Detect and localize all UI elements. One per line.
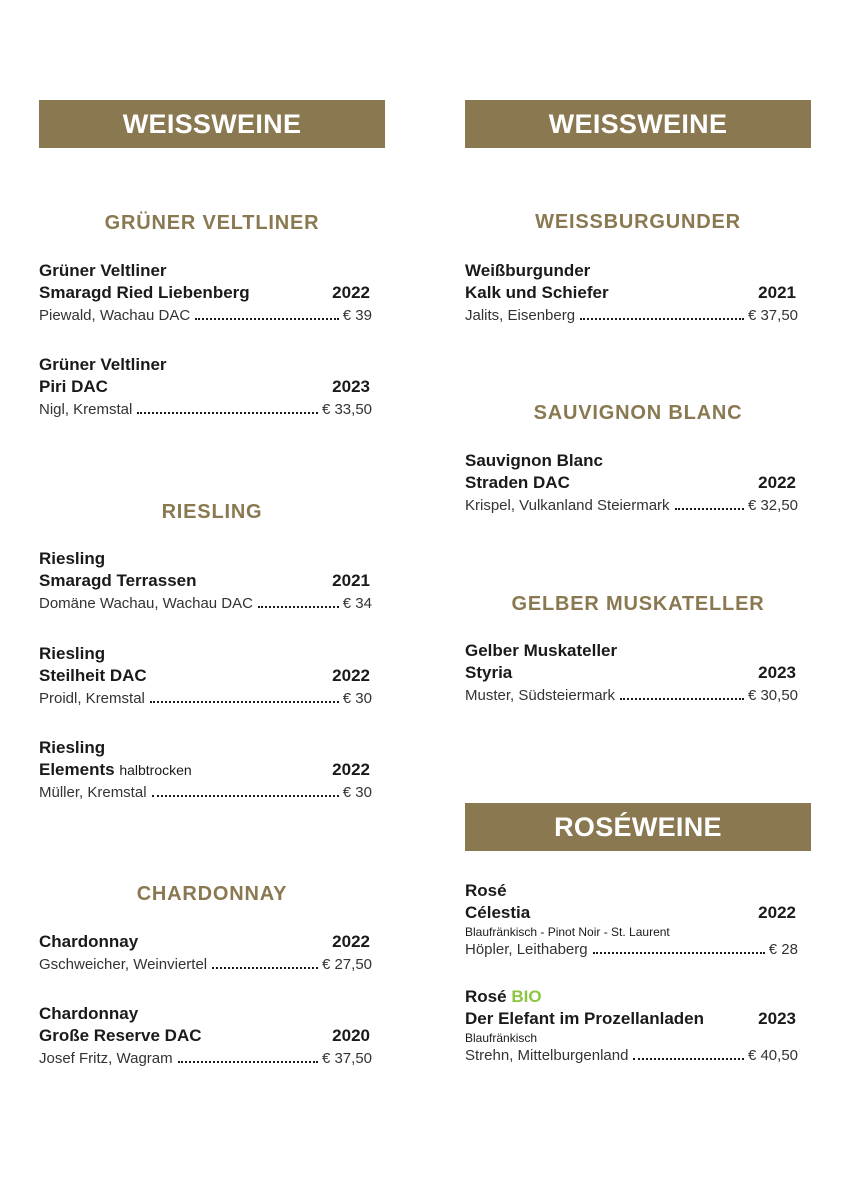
wine-price: € 33,50 xyxy=(321,401,372,418)
wine-name: Weißburgunder xyxy=(465,261,591,280)
dot-leader xyxy=(258,606,339,608)
wine-entry xyxy=(465,260,811,326)
wine-info xyxy=(39,689,372,709)
wine-info xyxy=(39,594,372,614)
dot-leader xyxy=(675,508,744,510)
wine-name: Gelber Muskateller xyxy=(465,641,618,660)
dot-leader xyxy=(195,318,339,320)
wine-price: € 34 xyxy=(342,595,372,612)
wine-producer: Piewald, Wachau DAC xyxy=(39,307,191,324)
dot-leader xyxy=(212,967,318,969)
wine-price: € 30 xyxy=(342,690,372,707)
wine-name: Grüner Veltliner xyxy=(39,261,167,280)
wine-price: € 27,50 xyxy=(321,956,372,973)
wine-price: € 30,50 xyxy=(747,687,798,704)
section-title-gelber-muskateller: GELBER MUSKATELLER xyxy=(511,593,765,615)
dot-leader xyxy=(150,701,339,703)
wine-entry xyxy=(39,548,385,614)
wine-year: 2021 xyxy=(758,283,796,302)
wine-name: Riesling xyxy=(39,644,106,663)
wine-year: 2023 xyxy=(758,1009,796,1028)
wine-line2 xyxy=(465,472,796,494)
wine-grapes: Blaufränkisch - Pinot Noir - St. Laurent xyxy=(465,925,670,939)
wine-producer: Muster, Südsteiermark xyxy=(465,687,616,704)
section-title-gruener-veltliner: GRÜNER VELTLINER xyxy=(104,212,320,234)
wine-subtitle: Smaragd Terrassen xyxy=(39,571,197,590)
wine-producer: Nigl, Kremstal xyxy=(39,401,133,418)
wine-info xyxy=(465,496,798,516)
wine-name: Chardonnay xyxy=(39,1004,139,1023)
wine-producer: Strehn, Mittelburgenland xyxy=(465,1047,629,1064)
wine-subtitle: Große Reserve DAC xyxy=(39,1026,202,1045)
wine-line2 xyxy=(39,1025,370,1047)
wine-name xyxy=(465,986,811,1008)
wine-entry xyxy=(39,737,385,803)
wine-subtitle: Straden DAC xyxy=(465,473,570,492)
wine-price: € 37,50 xyxy=(321,1050,372,1067)
section-title-riesling: RIESLING xyxy=(161,501,263,523)
wine-year: 2022 xyxy=(758,473,796,492)
wine-subtitle xyxy=(39,759,192,781)
wine-year: 2020 xyxy=(332,1026,370,1045)
wine-line2 xyxy=(39,376,370,398)
section-title-sauvignon-blanc: SAUVIGNON BLANC xyxy=(533,402,743,424)
wine-entry xyxy=(39,931,385,975)
wine-year: 2022 xyxy=(332,932,370,951)
dot-leader xyxy=(633,1058,744,1060)
wine-line2 xyxy=(465,1008,796,1030)
wine-line2 xyxy=(39,665,370,687)
wine-info xyxy=(39,783,372,803)
wine-year: 2022 xyxy=(758,903,796,922)
wine-entry xyxy=(39,260,385,326)
wine-price: € 37,50 xyxy=(747,307,798,324)
wine-subtitle: Der Elefant im Prozellanladen xyxy=(465,1009,705,1028)
wine-entry xyxy=(39,1003,385,1069)
bio-badge: BIO xyxy=(511,987,542,1006)
wine-entry xyxy=(465,640,811,706)
wine-info xyxy=(39,1049,372,1069)
wine-entry xyxy=(465,450,811,516)
wine-info xyxy=(465,1046,798,1066)
wine-info xyxy=(465,940,798,960)
wine-name: Riesling xyxy=(39,549,106,568)
wine-year: 2021 xyxy=(332,571,370,590)
wine-price: € 39 xyxy=(342,307,372,324)
wine-subtitle: Piri DAC xyxy=(39,377,108,396)
wine-subtitle: Steilheit DAC xyxy=(39,666,147,685)
wine-subtitle: Styria xyxy=(465,663,513,682)
wine-info xyxy=(39,400,372,420)
wine-year: 2022 xyxy=(332,666,370,685)
wine-year: 2023 xyxy=(332,377,370,396)
wine-entry xyxy=(39,643,385,709)
wine-style-note: halbtrocken xyxy=(119,762,192,778)
wine-name: Rosé xyxy=(465,881,507,900)
wine-producer: Gschweicher, Weinviertel xyxy=(39,956,208,973)
dot-leader xyxy=(178,1061,318,1063)
wine-name: Grüner Veltliner xyxy=(39,355,167,374)
wine-year: 2022 xyxy=(332,760,370,779)
wine-line2 xyxy=(39,282,370,304)
wine-producer: Krispel, Vulkanland Steiermark xyxy=(465,497,670,514)
dot-leader xyxy=(580,318,744,320)
wine-line2 xyxy=(465,662,796,684)
wine-subtitle-main: Elements xyxy=(39,760,115,779)
wine-subtitle: Kalk und Schiefer xyxy=(465,283,609,302)
dot-leader xyxy=(137,412,318,414)
dot-leader xyxy=(593,952,765,954)
wine-producer: Domäne Wachau, Wachau DAC xyxy=(39,595,253,612)
wine-producer: Proidl, Kremstal xyxy=(39,690,145,707)
wine-info xyxy=(39,306,372,326)
section-title-weissburgunder: WEISSBURGUNDER xyxy=(535,211,741,233)
wine-name: Sauvignon Blanc xyxy=(465,451,603,470)
wine-entry xyxy=(465,986,811,1066)
wine-line2 xyxy=(39,759,370,781)
wine-name: Riesling xyxy=(39,738,106,757)
dot-leader xyxy=(620,698,744,700)
wine-price: € 30 xyxy=(342,784,372,801)
dot-leader xyxy=(152,795,339,797)
wine-producer: Müller, Kremstal xyxy=(39,784,147,801)
wine-producer: Josef Fritz, Wagram xyxy=(39,1050,173,1067)
wine-subtitle: Smaragd Ried Liebenberg xyxy=(39,283,250,302)
wine-entry xyxy=(465,880,811,960)
wine-producer: Höpler, Leithaberg xyxy=(465,941,588,958)
wine-line2 xyxy=(465,282,796,304)
wine-year: 2022 xyxy=(332,283,370,302)
wine-price: € 28 xyxy=(768,941,798,958)
wine-line2 xyxy=(39,570,370,592)
rose-wines-banner: ROSÉWEINE xyxy=(465,803,811,851)
wine-subtitle: Célestia xyxy=(465,903,531,922)
white-wines-banner: WEISSWEINE xyxy=(39,100,385,148)
wine-grapes: Blaufränkisch xyxy=(465,1031,538,1045)
wine-line2 xyxy=(465,902,796,924)
wine-info xyxy=(465,306,798,326)
wine-price: € 32,50 xyxy=(747,497,798,514)
wine-info xyxy=(39,955,372,975)
wine-info xyxy=(465,686,798,706)
wine-name-text: Rosé xyxy=(465,987,507,1006)
wine-year: 2023 xyxy=(758,663,796,682)
section-title-chardonnay: CHARDONNAY xyxy=(136,883,288,905)
wine-entry xyxy=(39,354,385,420)
wine-line2 xyxy=(39,931,370,953)
white-wines-banner: WEISSWEINE xyxy=(465,100,811,148)
wine-price: € 40,50 xyxy=(747,1047,798,1064)
wine-subtitle: Chardonnay xyxy=(39,932,139,951)
wine-producer: Jalits, Eisenberg xyxy=(465,307,576,324)
